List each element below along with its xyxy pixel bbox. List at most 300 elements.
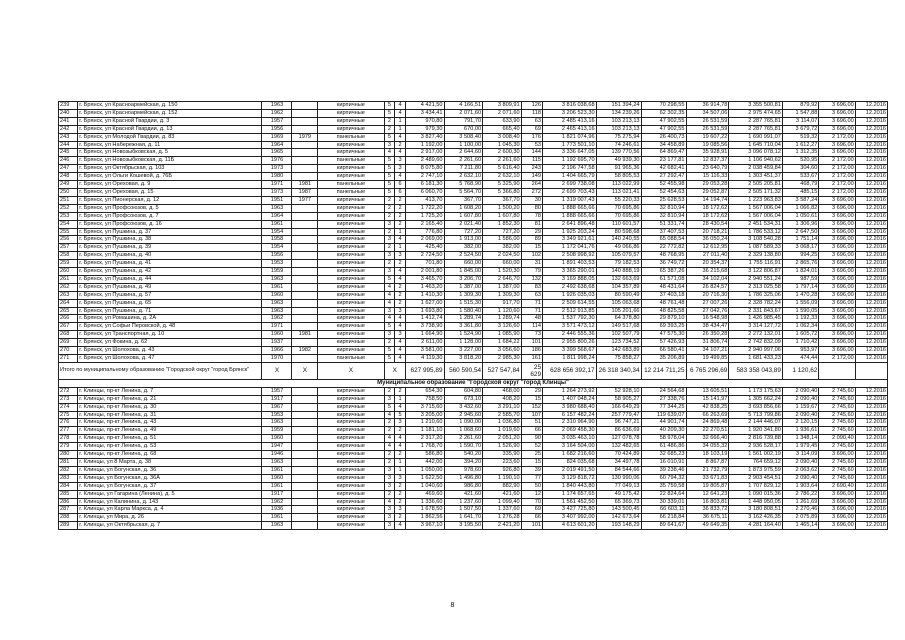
cell-cost-budget-region: 29 879,10 [641, 315, 686, 323]
cell-year-built: 1969 [262, 133, 292, 141]
cell-area-rooms: 2 261,60 [444, 435, 483, 443]
cell-area-rooms: 1 524,90 [444, 331, 483, 339]
cell-area-living: 2 071,60 [483, 109, 522, 117]
cell-cost-owners: 1 561 002,19 [729, 451, 783, 459]
cell-wall-material: кирпичные [318, 419, 384, 427]
cell-area-living: 3 809,91 [483, 102, 522, 110]
cell-area-rooms: 367,70 [444, 196, 483, 204]
cell-completion-date: 12.2016 [855, 387, 887, 395]
cell-cost-owners: 3 693 856,66 [729, 403, 783, 411]
cell-area-total: 6 060,70 [405, 188, 444, 196]
cell-floors: 5 [384, 109, 395, 117]
cell-unit-cost: 2 120,15 [782, 419, 818, 427]
cell-cost-budget-local: 66 263,69 [686, 411, 729, 419]
cell-cost-budget-region: 66 603,11 [641, 506, 686, 514]
table-row [59, 252, 888, 260]
cell-area-rooms: 727,20 [444, 228, 483, 236]
cell-row-number: 256 [59, 236, 78, 244]
cell-row-number: 274 [59, 403, 78, 411]
cell-year-built: 1976 [262, 157, 292, 165]
cell-row-number: 242 [59, 125, 78, 133]
table-row [59, 355, 888, 363]
cell-address: г. Брянск, ул Шолохова, д. 47 [78, 355, 262, 363]
cell-area-rooms: 1 641,70 [444, 514, 483, 522]
cell-address: г. Брянск, ул Набережная, д. 11 [78, 141, 262, 149]
cell-floors: 5 [384, 355, 395, 363]
cell-area-total: 3 827,40 [405, 133, 444, 141]
cell-unit-cost: 879,92 [782, 102, 818, 110]
cell-unit-cost-limit: 3 696,00 [819, 204, 855, 212]
cell-residents: 73 [521, 331, 542, 339]
cell-cost-budget-region: 64 869,47 [641, 149, 686, 157]
cell-cost-budget-region: 48 761,48 [641, 299, 686, 307]
cell-floors: 4 [384, 435, 395, 443]
cell-entrances: 6 [395, 181, 406, 189]
cell-entrances: 1 [395, 395, 406, 403]
cell-cost-budget-region: 51 331,74 [641, 220, 686, 228]
cell-area-rooms: 1 590,70 [444, 443, 483, 451]
cell-cost-budget-local: 21 732,79 [686, 466, 729, 474]
cell-year-repaired [292, 283, 318, 291]
cell-completion-date: 12.2016 [855, 498, 887, 506]
cell-entrances: 1 [395, 117, 406, 125]
cell-row-number: 257 [59, 244, 78, 252]
cell-year-built: 1953 [262, 260, 292, 268]
cell-area-total: 3 581,00 [405, 347, 444, 355]
cell-cost-budget-local: 36 050,24 [686, 236, 729, 244]
cell-entrances: 4 [395, 522, 406, 530]
cell-cost-total: 2 509 614,55 [543, 299, 597, 307]
cell-row-number: 281 [59, 458, 78, 466]
cell-unit-cost: 1 710,42 [782, 339, 818, 347]
cell-area-total: 1 463,20 [405, 283, 444, 291]
cell-year-repaired [292, 157, 318, 165]
cell-cost-fund: 127 078,78 [596, 435, 641, 443]
cell-unit-cost: 1 465,14 [782, 522, 818, 530]
cell-cost-budget-local: 26 350,28 [686, 331, 729, 339]
cell-area-rooms: 1 507,50 [444, 506, 483, 514]
cell-year-repaired [292, 403, 318, 411]
cell-row-number: 268 [59, 331, 78, 339]
cell-area-total: 2 069,00 [405, 236, 444, 244]
cell-year-repaired [292, 102, 318, 110]
cell-year-built: 1946 [262, 451, 292, 459]
cell-unit-cost: 485,15 [782, 188, 818, 196]
cell-unit-cost-limit: 3 696,00 [819, 236, 855, 244]
cell-row-number: 272 [59, 387, 78, 395]
cell-floors: 5 [384, 403, 395, 411]
cell-cost-fund: 105 201,66 [596, 307, 641, 315]
cell-area-living: 917,70 [483, 299, 522, 307]
cell-area-total: 1 678,50 [405, 506, 444, 514]
table-row [59, 506, 888, 514]
cell-cost-fund: 105 079,57 [596, 252, 641, 260]
table-row [59, 339, 888, 347]
cell-year-built: 1971 [262, 323, 292, 331]
cell-year-built: 1956 [262, 252, 292, 260]
cell-area-rooms: 1 515,30 [444, 299, 483, 307]
cell-cost-budget-region: 48 768,95 [641, 252, 686, 260]
cell-completion-date: 12.2016 [855, 395, 887, 403]
cell-area-total: 442,00 [405, 458, 444, 466]
cell-area-living: 335,90 [483, 451, 522, 459]
cell-cost-fund: 104 357,89 [596, 283, 641, 291]
cell-unit-cost-limit: 2 745,60 [819, 387, 855, 395]
cell-address: г. Брянск, ул Пионерская, д. 12 [78, 196, 262, 204]
cell-year-repaired [292, 315, 318, 323]
cell-area-living: 2 421,20 [483, 522, 522, 530]
cell-unit-cost-limit: 2 745,60 [819, 427, 855, 435]
summary-cost-1: 26 318 340,34 [596, 362, 641, 379]
cell-cost-owners: 2 038 459,84 [729, 165, 783, 173]
cell-floors: 2 [384, 204, 395, 212]
cell-area-living: 633,90 [483, 117, 522, 125]
cell-entrances: 1 [395, 466, 406, 474]
cell-row-number: 246 [59, 157, 78, 165]
cell-row-number: 254 [59, 220, 78, 228]
cell-residents: 15 [521, 244, 542, 252]
cell-cost-owners: 2 272 132,01 [729, 331, 783, 339]
cell-cost-budget-region: 48 825,58 [641, 307, 686, 315]
cell-wall-material: кирпичные [318, 482, 384, 490]
cell-cost-budget-local: 18 172,62 [686, 204, 729, 212]
cell-cost-budget-region: 62 302,35 [641, 109, 686, 117]
cell-area-living: 926,80 [483, 466, 522, 474]
table-row [59, 188, 888, 196]
cell-cost-total: 1 925 203,24 [543, 228, 597, 236]
cell-residents: 89 [521, 236, 542, 244]
cell-unit-cost: 2 075,89 [782, 514, 818, 522]
cell-completion-date: 12.2016 [855, 466, 887, 474]
cell-unit-cost-limit: 3 696,00 [819, 490, 855, 498]
cell-unit-cost-limit: 3 696,00 [819, 347, 855, 355]
cell-floors: 3 [384, 252, 395, 260]
cell-cost-budget-region: 25 628,53 [641, 196, 686, 204]
cell-area-total: 4 421,50 [405, 102, 444, 110]
cell-floors: 4 [384, 149, 395, 157]
cell-cost-total: 2 955 800,26 [543, 339, 597, 347]
cell-row-number: 270 [59, 347, 78, 355]
cell-cost-total: 1 192 695,70 [543, 157, 597, 165]
cell-wall-material: кирпичные [318, 427, 384, 435]
table-row [59, 157, 888, 165]
cell-completion-date: 12.2016 [855, 102, 887, 110]
summary-row [59, 362, 888, 379]
summary-x: X [292, 362, 318, 379]
cell-unit-cost: 304,60 [782, 165, 818, 173]
cell-cost-owners: 2 940 997,06 [729, 347, 783, 355]
cell-floors: 3 [384, 506, 395, 514]
cell-residents: 25 [521, 451, 542, 459]
cell-area-living: 882,90 [483, 482, 522, 490]
cell-area-living: 665,40 [483, 125, 522, 133]
table-row [59, 403, 888, 411]
cell-area-rooms: 1 309,30 [444, 291, 483, 299]
cell-floors: 3 [384, 220, 395, 228]
summary-cost-total: 628 656 392,17 [543, 362, 597, 379]
cell-cost-total: 3 980 688,40 [543, 403, 597, 411]
cell-cost-budget-region: 47 902,55 [641, 117, 686, 125]
cell-wall-material: кирпичные [318, 347, 384, 355]
cell-cost-fund: 132 663,69 [596, 275, 641, 283]
table-row [59, 212, 888, 220]
cell-cost-budget-region: 30 339,01 [641, 498, 686, 506]
cell-cost-total: 3 365 290,01 [543, 268, 597, 276]
cell-entrances: 2 [395, 490, 406, 498]
cell-completion-date: 12.2016 [855, 220, 887, 228]
table-row [59, 411, 888, 419]
cell-unit-cost-limit: 2 172,00 [819, 173, 855, 181]
cell-entrances: 3 [395, 419, 406, 427]
cell-wall-material: кирпичные [318, 109, 384, 117]
cell-cost-fund: 58 805,53 [596, 173, 641, 181]
cell-area-rooms: 1 100,00 [444, 141, 483, 149]
cell-residents: 29 [521, 228, 542, 236]
cell-row-number: 262 [59, 283, 78, 291]
cell-residents: 63 [521, 291, 542, 299]
cell-entrances: 3 [395, 252, 406, 260]
summary-unit-cost: 1 120,62 [782, 362, 818, 379]
cell-cost-total: 1 840 443,80 [543, 482, 597, 490]
cell-area-total: 3 715,60 [405, 403, 444, 411]
cell-address: г. Брянск, ул Шолохова, д. 43 [78, 347, 262, 355]
cell-year-built: 1956 [262, 125, 292, 133]
cell-year-repaired [292, 443, 318, 451]
cell-cost-total: 1 404 665,79 [543, 173, 597, 181]
cell-entrances: 4 [395, 109, 406, 117]
cell-unit-cost: 1 979,45 [782, 443, 818, 451]
cell-area-living: 367,70 [483, 196, 522, 204]
cell-cost-budget-local: 35 928,91 [686, 149, 729, 157]
cell-unit-cost: 1 590,05 [782, 307, 818, 315]
cell-entrances: 4 [395, 315, 406, 323]
cell-cost-fund: 64 378,80 [596, 315, 641, 323]
cell-cost-total: 2 310 964,90 [543, 419, 597, 427]
cell-year-built: 1963 [262, 522, 292, 530]
cell-address: г. Брянск, ул Пушкина, д. 37 [78, 228, 262, 236]
cell-cost-budget-region: 42 682,41 [641, 165, 686, 173]
cell-residents: 15 [521, 395, 542, 403]
table-row [59, 283, 888, 291]
cell-unit-cost-limit: 3 696,00 [819, 268, 855, 276]
cell-wall-material: кирпичные [318, 299, 384, 307]
cell-unit-cost-limit: 2 745,60 [819, 466, 855, 474]
cell-entrances: 3 [395, 165, 406, 173]
cell-area-total: 758,50 [405, 395, 444, 403]
cell-cost-budget-local: 29 053,28 [686, 181, 729, 189]
cell-unit-cost-limit: 3 696,00 [819, 315, 855, 323]
cell-floors: 5 [384, 275, 395, 283]
cell-year-repaired [292, 427, 318, 435]
cell-cost-owners: 2 313 025,58 [729, 283, 783, 291]
cell-area-rooms: 1 607,80 [444, 212, 483, 220]
cell-row-number: 258 [59, 252, 78, 260]
cell-row-number: 278 [59, 435, 78, 443]
cell-floors: 3 [384, 522, 395, 530]
cell-area-living: 223,60 [483, 458, 522, 466]
cell-address: г. Клинцы, пр-кт Ленина, д. 30 [78, 403, 262, 411]
cell-address: г. Клинцы, пр-кт Ленина, д. 68 [78, 451, 262, 459]
cell-unit-cost: 2 090,40 [782, 411, 818, 419]
cell-unit-cost-limit: 3 696,00 [819, 323, 855, 331]
cell-completion-date: 12.2016 [855, 347, 887, 355]
cell-address: г. Брянск, ул Софьи Перовской, д. 48 [78, 323, 262, 331]
cell-area-living: 1 526,90 [483, 443, 522, 451]
cell-cost-fund: 113 022,99 [596, 181, 641, 189]
cell-cost-budget-region: 32 810,94 [641, 204, 686, 212]
cell-cost-fund: 70 695,86 [596, 204, 641, 212]
cell-wall-material: кирпичные [318, 331, 384, 339]
cell-address: г. Брянск, ул Профсоюзов, д. 5 [78, 204, 262, 212]
cell-unit-cost: 2 090,40 [782, 387, 818, 395]
cell-cost-fund: 142 673,64 [596, 514, 641, 522]
cell-floors: 4 [384, 291, 395, 299]
cell-residents: 152 [521, 403, 542, 411]
cell-area-total: 3 205,00 [405, 411, 444, 419]
cell-unit-cost-limit: 3 696,00 [819, 102, 855, 110]
cell-area-rooms: 670,00 [444, 125, 483, 133]
cell-residents: 70 [521, 498, 542, 506]
cell-unit-cost-limit: 3 696,00 [819, 260, 855, 268]
cell-unit-cost-limit: 3 696,00 [819, 275, 855, 283]
cell-floors: 5 [384, 102, 395, 110]
cell-unit-cost: 468,79 [782, 181, 818, 189]
cell-unit-cost-limit: 2 745,60 [819, 419, 855, 427]
cell-year-built: 1961 [262, 514, 292, 522]
cell-year-repaired [292, 125, 318, 133]
cell-completion-date: 12.2016 [855, 522, 887, 530]
cell-year-repaired [292, 252, 318, 260]
cell-area-living: 1 852,30 [483, 220, 522, 228]
cell-unit-cost-limit: 2 745,60 [819, 395, 855, 403]
cell-cost-owners: 3 096 078,12 [729, 149, 783, 157]
cell-area-total: 1 725,20 [405, 212, 444, 220]
cell-year-repaired [292, 482, 318, 490]
cell-wall-material: кирпичные [318, 268, 384, 276]
cell-cost-owners: 1 567 006,04 [729, 204, 783, 212]
cell-row-number: 240 [59, 109, 78, 117]
cell-area-rooms: 2 071,60 [444, 109, 483, 117]
cell-cost-owners: 3 122 806,87 [729, 268, 783, 276]
cell-cost-fund: 166 649,29 [596, 403, 641, 411]
cell-cost-owners: 1 305 662,24 [729, 395, 783, 403]
cell-cost-budget-region: 32 685,23 [641, 451, 686, 459]
cell-entrances: 6 [395, 188, 406, 196]
cell-unit-cost-limit: 3 696,00 [819, 299, 855, 307]
cell-row-number: 259 [59, 260, 78, 268]
cell-cost-budget-region: 32 810,94 [641, 212, 686, 220]
cell-cost-total: 3 816 038,68 [543, 102, 597, 110]
cell-entrances: 4 [395, 403, 406, 411]
cell-completion-date: 12.2016 [855, 331, 887, 339]
cell-completion-date: 12.2016 [855, 458, 887, 466]
summary-label: Итого по муниципальному образованию "Городской округ "город Брянск" [59, 362, 262, 379]
cell-residents: 107 [521, 411, 542, 419]
section-title: Муниципальное образование "Городской округ "город Клинцы" [59, 379, 888, 387]
cell-floors: 3 [384, 307, 395, 315]
cell-area-living: 5 325,90 [483, 181, 522, 189]
table-row [59, 196, 888, 204]
cell-address: г. Клинцы, ул Гагарина (Ленина), д. 5 [78, 490, 262, 498]
cell-floors: 5 [384, 323, 395, 331]
cell-wall-material: кирпичные [318, 196, 384, 204]
cell-year-repaired [292, 204, 318, 212]
cell-cost-owners: 2 287 765,81 [729, 117, 783, 125]
cell-cost-owners: 1 645 710,04 [729, 141, 783, 149]
cell-area-rooms: 3 508,40 [444, 133, 483, 141]
cell-unit-cost-limit: 2 745,60 [819, 474, 855, 482]
cell-cost-total: 2 069 458,30 [543, 427, 597, 435]
cell-address: г. Клинцы, ул Богунская, д. 36 [78, 466, 262, 474]
cell-entrances: 1 [395, 458, 406, 466]
cell-completion-date: 12.2016 [855, 149, 887, 157]
cell-wall-material: кирпичные [318, 204, 384, 212]
cell-floors: 2 [384, 387, 395, 395]
cell-wall-material: кирпичные [318, 117, 384, 125]
cell-unit-cost: 1 192,33 [782, 315, 818, 323]
cell-unit-cost-limit: 3 696,00 [819, 220, 855, 228]
cell-cost-owners: 1 426 985,45 [729, 315, 783, 323]
cell-area-rooms: 5 564,70 [444, 188, 483, 196]
cell-area-living: 2 600,30 [483, 149, 522, 157]
cell-unit-cost: 1 612,27 [782, 141, 818, 149]
cell-row-number: 285 [59, 490, 78, 498]
cell-residents: 272 [521, 188, 542, 196]
cell-cost-owners: 1 786 325,06 [729, 291, 783, 299]
cell-address: г. Брянск, ул Профсоюзов, д. 16 [78, 220, 262, 228]
table-row [59, 443, 888, 451]
cell-year-built: 1973 [262, 188, 292, 196]
cell-cost-fund: 105 063,68 [596, 299, 641, 307]
cell-cost-budget-local: 19 499,85 [686, 355, 729, 363]
cell-floors: 3 [384, 514, 395, 522]
cell-year-built: 1961 [262, 466, 292, 474]
cell-unit-cost-limit: 3 696,00 [819, 117, 855, 125]
cell-area-rooms: 604,80 [444, 387, 483, 395]
cell-row-number: 261 [59, 275, 78, 283]
cell-address: г. Брянск, ул Пушкина, д. 44 [78, 275, 262, 283]
cell-area-living: 1 586,00 [483, 236, 522, 244]
cell-row-number: 253 [59, 212, 78, 220]
cell-year-built: 1967 [262, 403, 292, 411]
cell-cost-total: 3 164 504,00 [543, 443, 597, 451]
cell-row-number: 255 [59, 228, 78, 236]
cell-row-number: 287 [59, 506, 78, 514]
cell-unit-cost: 1 159,67 [782, 403, 818, 411]
cell-floors: 5 [384, 157, 395, 165]
cell-entrances: 4 [395, 347, 406, 355]
cell-floors: 2 [384, 125, 395, 133]
cell-year-built: 1970 [262, 355, 292, 363]
cell-area-total: 3 738,90 [405, 323, 444, 331]
cell-entrances: 2 [395, 498, 406, 506]
table-row [59, 275, 888, 283]
document-sheet [58, 101, 888, 530]
cell-floors: 2 [384, 427, 395, 435]
cell-area-total: 1 040,60 [405, 482, 444, 490]
cell-entrances: 4 [395, 355, 406, 363]
cell-residents: 30 [521, 196, 542, 204]
cell-year-repaired: 1981 [292, 181, 318, 189]
cell-address: г. Брянск, ул Ольги Кошевой, д. 76Б [78, 173, 262, 181]
cell-cost-budget-region: 16 010,91 [641, 458, 686, 466]
cell-year-repaired [292, 299, 318, 307]
cell-cost-owners: 3 162 426,35 [729, 514, 783, 522]
cell-row-number: 279 [59, 443, 78, 451]
cell-area-total: 425,40 [405, 244, 444, 252]
table-row [59, 419, 888, 427]
cell-year-built: 1961 [262, 220, 292, 228]
